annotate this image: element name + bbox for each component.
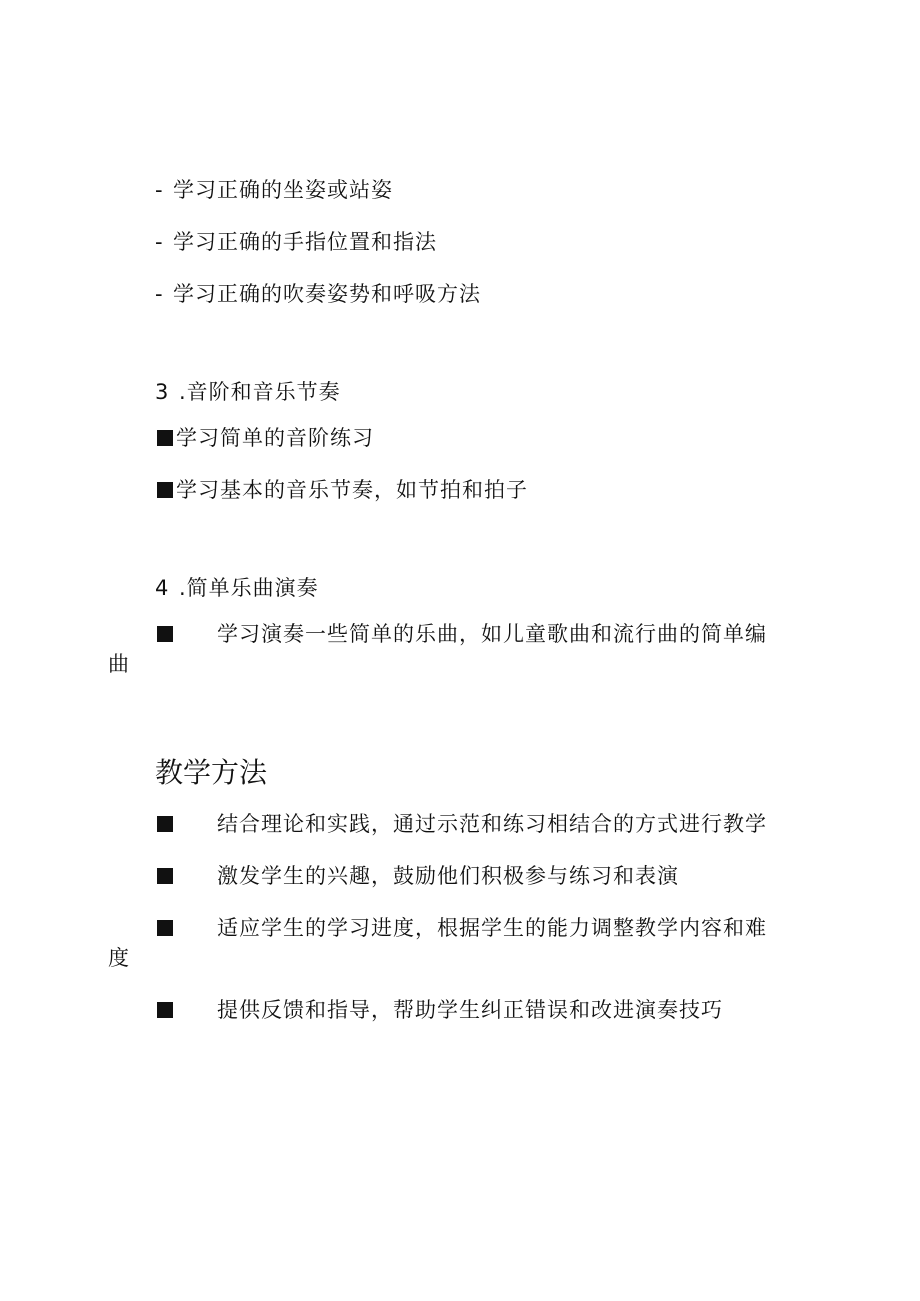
section-title-text: .音阶和音乐节奏 bbox=[179, 380, 341, 404]
method-item bbox=[157, 914, 767, 942]
method-item bbox=[157, 810, 767, 838]
posture-item-text: 学习正确的吹奏姿势和呼吸方法 bbox=[173, 282, 481, 306]
section-4-title bbox=[155, 574, 319, 602]
section-title-text: .简单乐曲演奏 bbox=[179, 576, 319, 600]
section-number: 4 bbox=[155, 576, 170, 600]
square-bullet-icon bbox=[157, 430, 173, 446]
section-4-item bbox=[157, 620, 767, 648]
posture-item bbox=[155, 280, 481, 308]
section-4-item-text: 学习演奏一些简单的乐曲，如儿童歌曲和流行曲的简单编 bbox=[217, 622, 767, 646]
method-item-text: 提供反馈和指导，帮助学生纠正错误和改进演奏技巧 bbox=[217, 998, 723, 1022]
square-bullet-icon bbox=[157, 920, 173, 936]
square-bullet-icon bbox=[157, 868, 173, 884]
section-3-item-text: 学习基本的音乐节奏，如节拍和拍子 bbox=[176, 478, 528, 502]
section-3-item-text: 学习简单的音阶练习 bbox=[176, 426, 374, 450]
posture-item-text: 学习正确的手指位置和指法 bbox=[173, 230, 437, 254]
method-item-continuation: 度 bbox=[108, 946, 129, 970]
posture-item-text: 学习正确的坐姿或站姿 bbox=[173, 178, 393, 202]
method-item-text: 适应学生的学习进度，根据学生的能力调整教学内容和难 bbox=[217, 916, 767, 940]
dash-bullet: - bbox=[155, 230, 164, 254]
method-item-text: 结合理论和实践，通过示范和练习相结合的方式进行教学 bbox=[217, 812, 767, 836]
dash-bullet: - bbox=[155, 282, 164, 306]
section-3-item bbox=[157, 476, 528, 504]
square-bullet-icon bbox=[157, 1002, 173, 1018]
method-item bbox=[157, 996, 723, 1024]
square-bullet-icon bbox=[157, 816, 173, 832]
square-bullet-icon bbox=[157, 482, 173, 498]
posture-item bbox=[155, 176, 393, 204]
square-bullet-icon bbox=[157, 626, 173, 642]
method-item-text: 激发学生的兴趣，鼓励他们积极参与练习和表演 bbox=[217, 864, 679, 888]
section-3-item bbox=[157, 424, 374, 452]
posture-item bbox=[155, 228, 437, 256]
methods-heading: 教学方法 bbox=[155, 756, 268, 789]
method-item bbox=[157, 862, 679, 890]
section-3-title bbox=[155, 378, 341, 406]
section-number: 3 bbox=[155, 380, 170, 404]
section-4-item-continuation: 曲 bbox=[108, 652, 129, 676]
dash-bullet: - bbox=[155, 178, 164, 202]
